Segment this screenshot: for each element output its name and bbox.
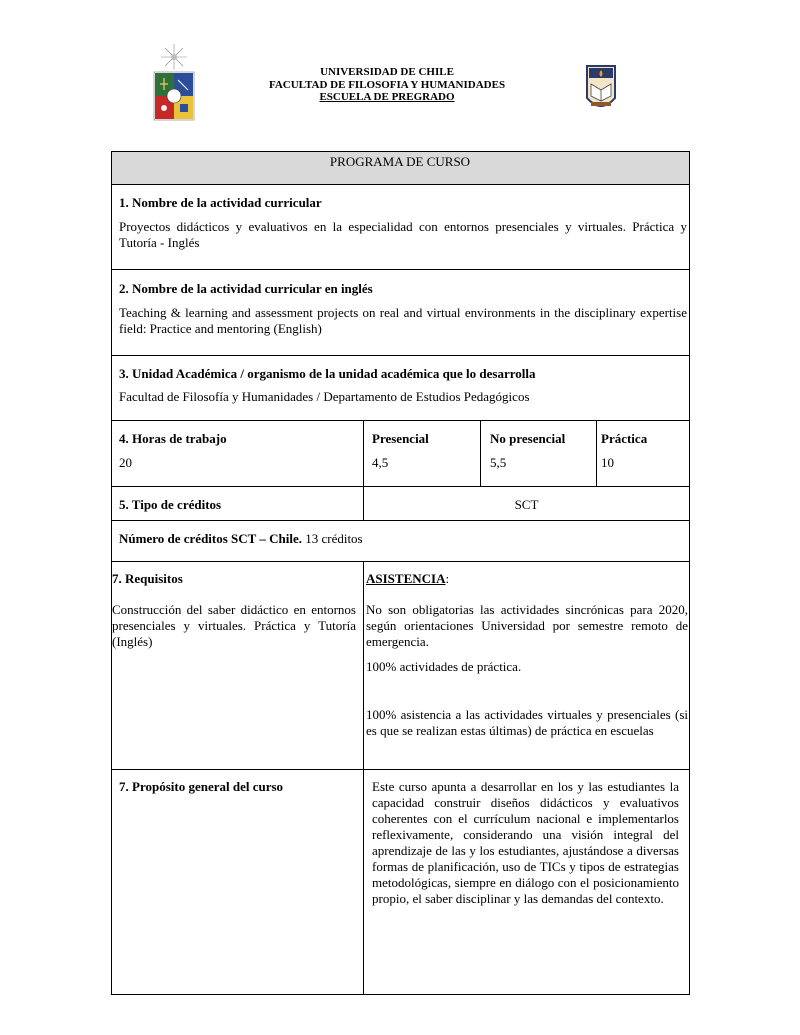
universidad-de-chile-logo <box>150 44 198 122</box>
practica-label: Práctica <box>601 431 648 446</box>
section-1-value: Proyectos didácticos y evaluativos en la especialidad con entornos presenciales y virtuales. Práctica y Tutoría - Inglés <box>119 219 687 250</box>
credits-number-value: 13 créditos <box>301 531 363 546</box>
proposito-label: 7. Propósito general del curso <box>119 779 284 794</box>
presencial-label: Presencial <box>372 431 429 446</box>
university-name: UNIVERSIDAD DE CHILE <box>320 66 454 78</box>
section-2-label: 2. Nombre de la actividad curricular en inglés <box>119 281 373 296</box>
no-presencial-label: No presencial <box>490 431 566 446</box>
proposito-value: Este curso apunta a desarrollar en los y las estudiantes la capacidad construir diseños didácticos y evaluativos coherentes con el currículum nacional e implementarlos reflexivamente, considerando una visión integral del aprendizaje de las y los estudiantes, ajustándose a diversas formas de planificación, uso de TICs y tipos de estrategias metodológicas, siempre en diálogo con el posicionamiento propio, el saber disciplinar y las demandas del contexto. <box>372 779 679 906</box>
no-presencial-value: 5,5 <box>490 455 507 470</box>
hours-label: 4. Horas de trabajo <box>119 431 227 446</box>
asistencia-p1: No son obligatorias las actividades sincrónicas para 2020, según orientaciones Universidad por semestre remoto de emergencia. <box>366 602 688 649</box>
requisitos-value: Construcción del saber didáctico en entornos presenciales y virtuales. Práctica y Tutoría (Inglés) <box>112 602 356 649</box>
section-1-label: 1. Nombre de la actividad curricular <box>119 195 322 210</box>
section-3-label: 3. Unidad Académica / organismo de la unidad académica que lo desarrolla <box>119 366 536 381</box>
asistencia-heading <box>366 571 449 587</box>
practica-value: 10 <box>601 455 614 470</box>
requisitos-label: 7. Requisitos <box>112 571 183 586</box>
asistencia-label: ASISTENCIA <box>366 571 446 586</box>
faculty-emblem <box>584 64 618 114</box>
credits-type-value: SCT <box>514 497 539 512</box>
asistencia-colon: : <box>445 571 450 586</box>
section-2-value: Teaching & learning and assessment projects on real and virtual environments in the disciplinary expertise field: Practice and mentoring (English) <box>119 305 687 336</box>
asistencia-p2: 100% actividades de práctica. <box>366 659 522 674</box>
asistencia-p3: 100% asistencia a las actividades virtuales y presenciales (si es que se realizan estas últimas) de práctica en escuelas <box>366 707 688 738</box>
credits-number <box>119 531 363 547</box>
document-header <box>0 0 800 130</box>
institution-header <box>230 66 544 104</box>
section-3-value: Facultad de Filosofía y Humanidades / Departamento de Estudios Pedagógicos <box>119 389 530 404</box>
school-name: ESCUELA DE PREGRADO <box>319 91 455 103</box>
program-title: PROGRAMA DE CURSO <box>111 151 689 184</box>
presencial-value: 4,5 <box>372 455 389 470</box>
credits-number-label: Número de créditos SCT – Chile. <box>119 531 302 546</box>
faculty-name: FACULTAD DE FILOSOFIA Y HUMANIDADES <box>268 78 506 91</box>
hours-total: 20 <box>119 455 132 470</box>
credits-type-label: 5. Tipo de créditos <box>119 497 222 512</box>
